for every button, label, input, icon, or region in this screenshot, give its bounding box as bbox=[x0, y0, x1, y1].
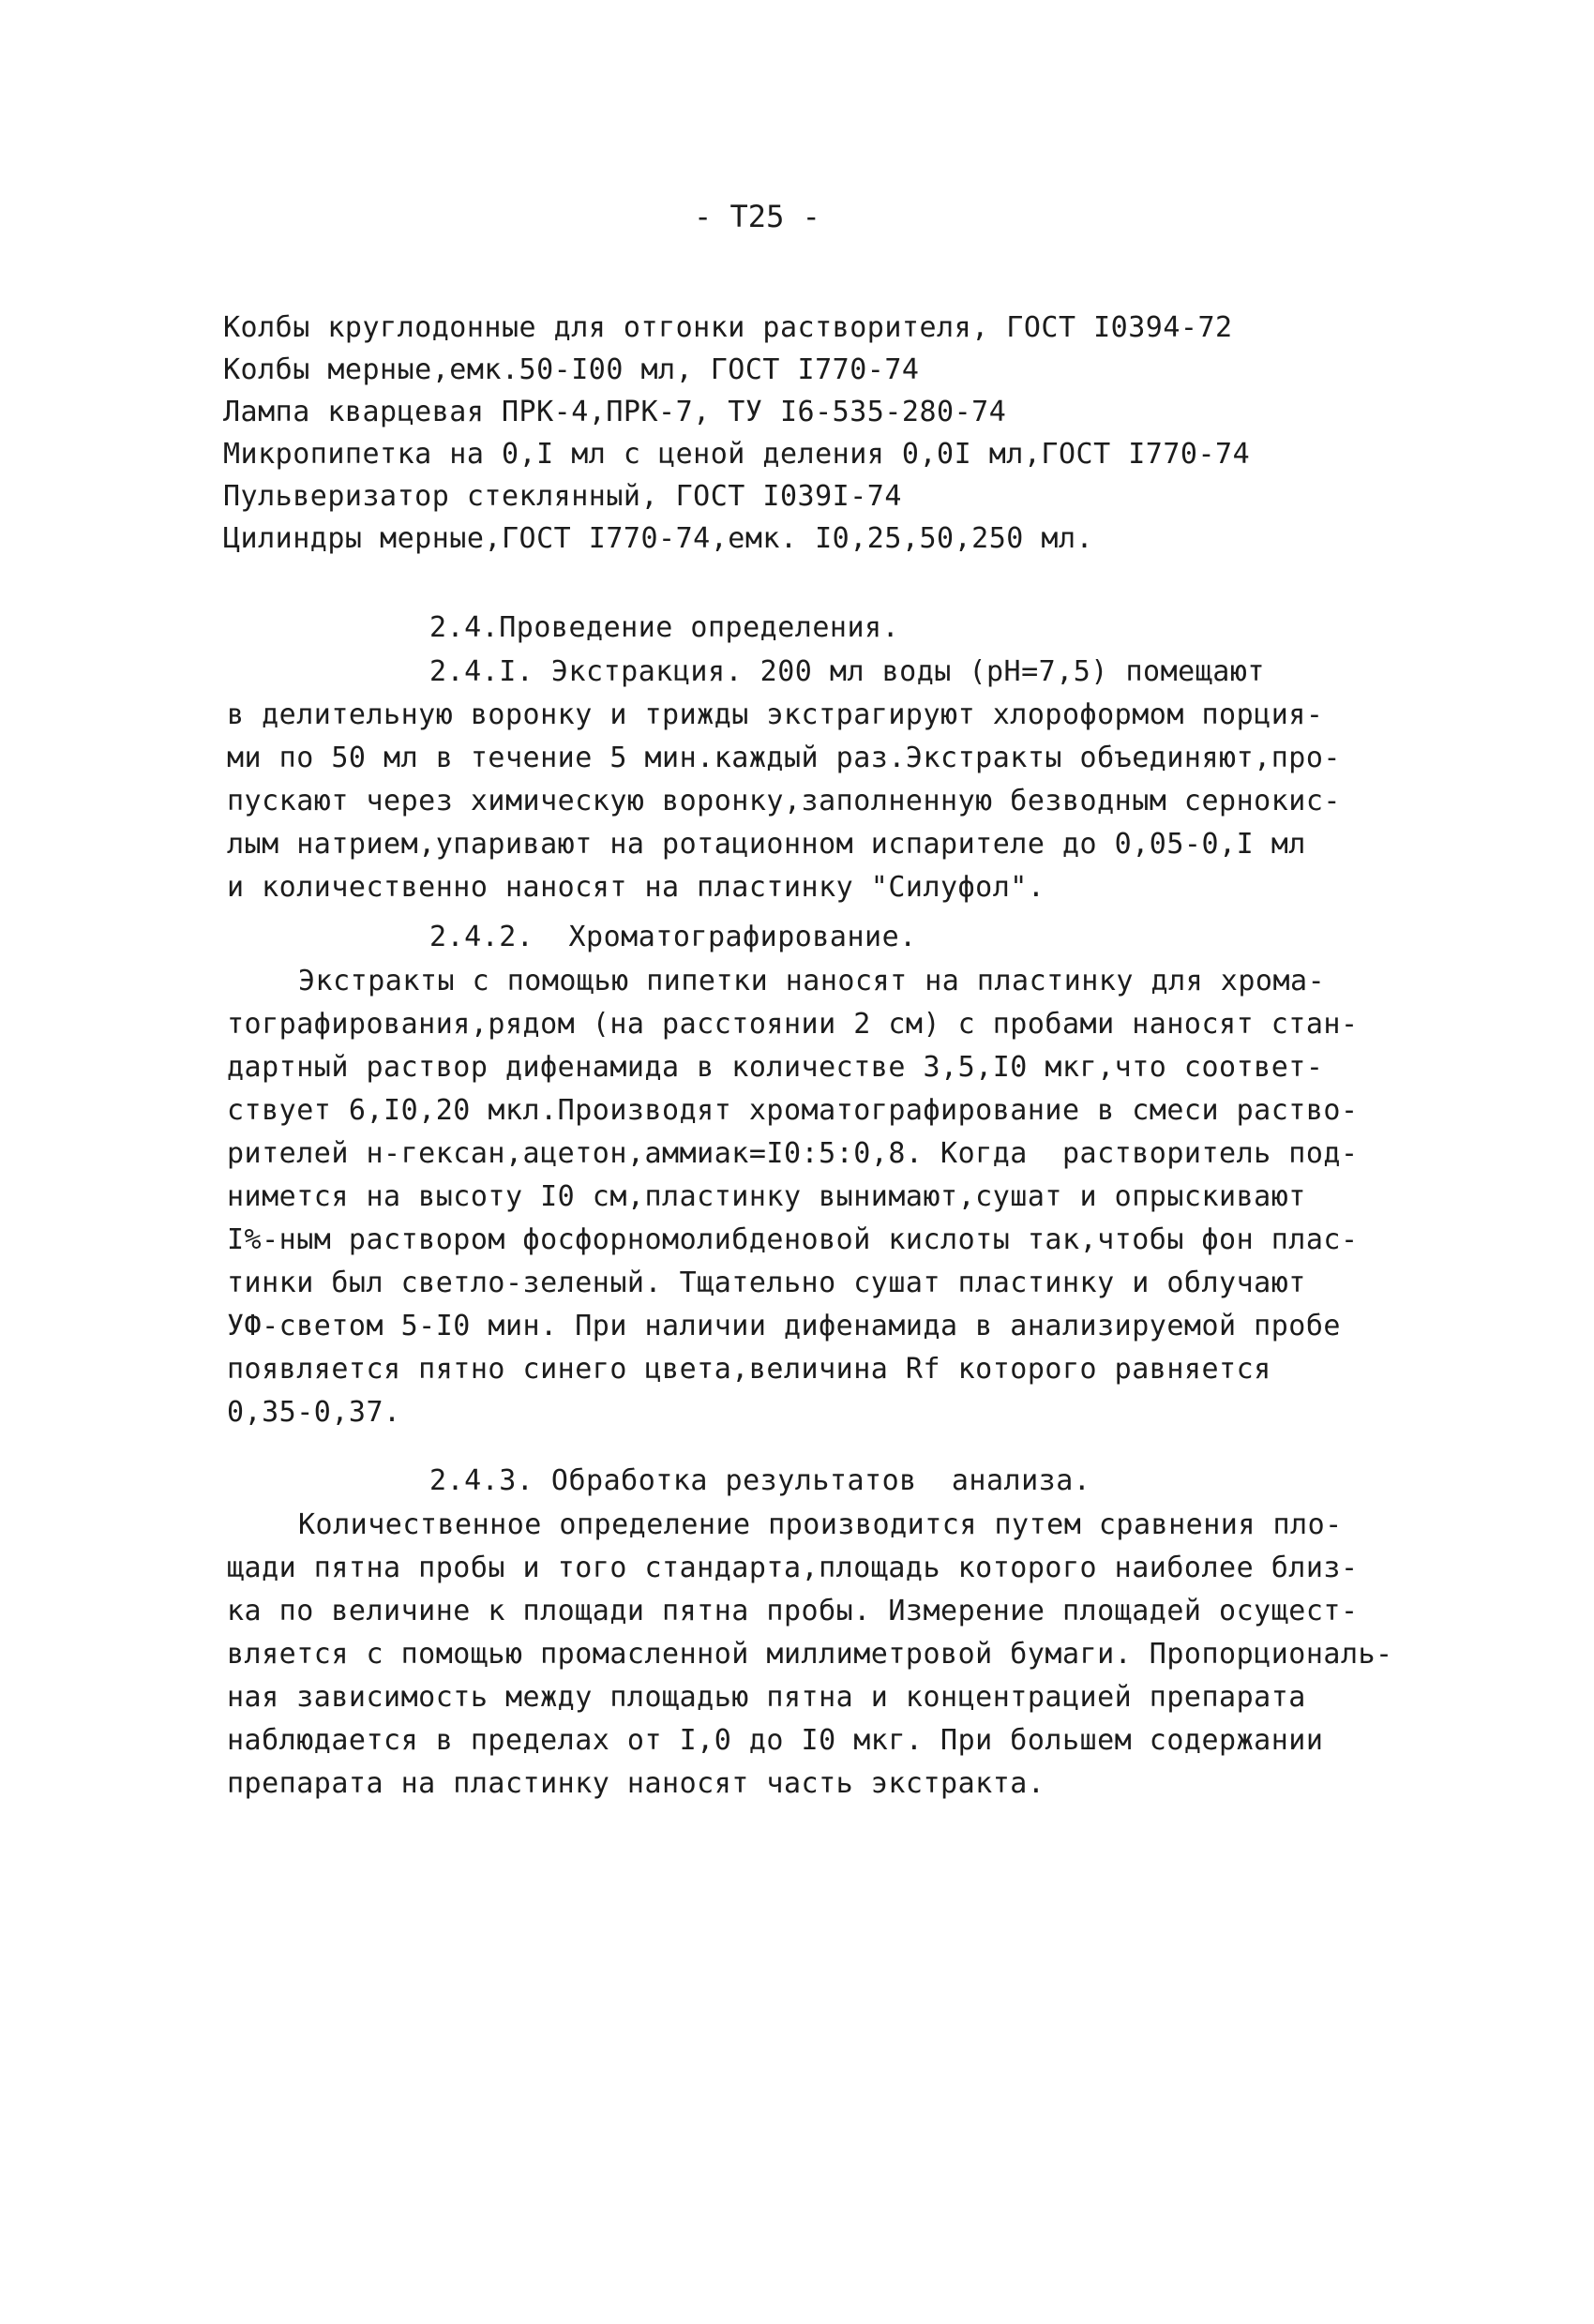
subsection-heading: 2.4.2. Хроматографирование. bbox=[429, 921, 917, 953]
paragraph-line: рителей н-гексан,ацетон,аммиак=I0:5:0,8. Когда растворитель под- bbox=[227, 1137, 1359, 1170]
paragraph-line: щади пятна пробы и того стандарта,площадь которого наиболее близ- bbox=[227, 1552, 1359, 1584]
paragraph-line: пускают через химическую воронку,заполненную безводным сернокис- bbox=[227, 785, 1341, 817]
paragraph-line: наблюдается в пределах от I,0 до I0 мкг. При большем содержании bbox=[227, 1724, 1324, 1757]
equipment-item: Пульверизатор стеклянный, ГОСТ I039I-74 bbox=[223, 480, 902, 513]
section-heading: 2.4.Проведение определения. bbox=[429, 611, 900, 644]
page-number: - Т25 - bbox=[694, 199, 820, 234]
paragraph-line: 0,35-0,37. bbox=[227, 1396, 401, 1429]
paragraph-line: и количественно наносят на пластинку "Силуфол". bbox=[227, 871, 1045, 904]
paragraph-line: I%-ным раствором фосфорномолибденовой кислоты так,чтобы фон плас- bbox=[227, 1223, 1359, 1256]
paragraph-line: дартный раствор дифенамида в количестве 3,5,I0 мкг,что соответ- bbox=[227, 1051, 1324, 1084]
paragraph-line: тографирования,рядом (на расстоянии 2 см) с пробами наносят стан- bbox=[227, 1008, 1359, 1041]
paragraph-line: в делительную воронку и трижды экстрагируют хлороформом порция- bbox=[227, 698, 1324, 731]
paragraph-line: вляется с помощью промасленной миллиметровой бумаги. Пропорциональ- bbox=[227, 1638, 1393, 1671]
equipment-item: Колбы круглодонные для отгонки растворителя, ГОСТ I0394-72 bbox=[223, 311, 1233, 344]
paragraph-line: Количественное определение производится путем сравнения пло- bbox=[298, 1508, 1343, 1541]
equipment-item: Лампа кварцевая ПРК-4,ПРК-7, ТУ I6-535-280-74 bbox=[223, 396, 1007, 428]
paragraph-line: ми по 50 мл в течение 5 мин.каждый раз.Экстракты объединяют,про- bbox=[227, 742, 1341, 774]
paragraph-line: нимется на высоту I0 см,пластинку вынимают,сушат и опрыскивают bbox=[227, 1180, 1306, 1213]
paragraph-line: Экстракты с помощью пипетки наносят на пластинку для хрома- bbox=[298, 965, 1326, 997]
equipment-item: Цилиндры мерные,ГОСТ I770-74,емк. I0,25,50,250 мл. bbox=[223, 522, 1094, 555]
paragraph-line: УФ-светом 5-I0 мин. При наличии дифенамида в анализируемой пробе bbox=[227, 1310, 1341, 1342]
paragraph-line: 2.4.I. Экстракция. 200 мл воды (рН=7,5) помещают bbox=[429, 655, 1265, 688]
paragraph-line: тинки был светло-зеленый. Тщательно сушат пластинку и облучают bbox=[227, 1267, 1306, 1299]
subsection-heading: 2.4.3. Обработка результатов анализа. bbox=[429, 1464, 1091, 1497]
equipment-item: Микропипетка на 0,I мл с ценой деления 0,0I мл,ГОСТ I770-74 bbox=[223, 438, 1251, 471]
paragraph-line: ка по величине к площади пятна пробы. Измерение площадей осущест- bbox=[227, 1595, 1359, 1627]
paragraph-line: препарата на пластинку наносят часть экстракта. bbox=[227, 1767, 1045, 1800]
paragraph-line: ствует 6,I0,20 мкл.Производят хроматографирование в смеси раство- bbox=[227, 1094, 1359, 1127]
paragraph-line: лым натрием,упаривают на ротационном испарителе до 0,05-0,I мл bbox=[227, 828, 1306, 861]
paragraph-line: появляется пятно синего цвета,величина Rf которого равняется bbox=[227, 1353, 1271, 1386]
equipment-item: Колбы мерные,емк.50-I00 мл, ГОСТ I770-74 bbox=[223, 353, 920, 386]
paragraph-line: ная зависимость между площадью пятна и концентрацией препарата bbox=[227, 1681, 1306, 1714]
